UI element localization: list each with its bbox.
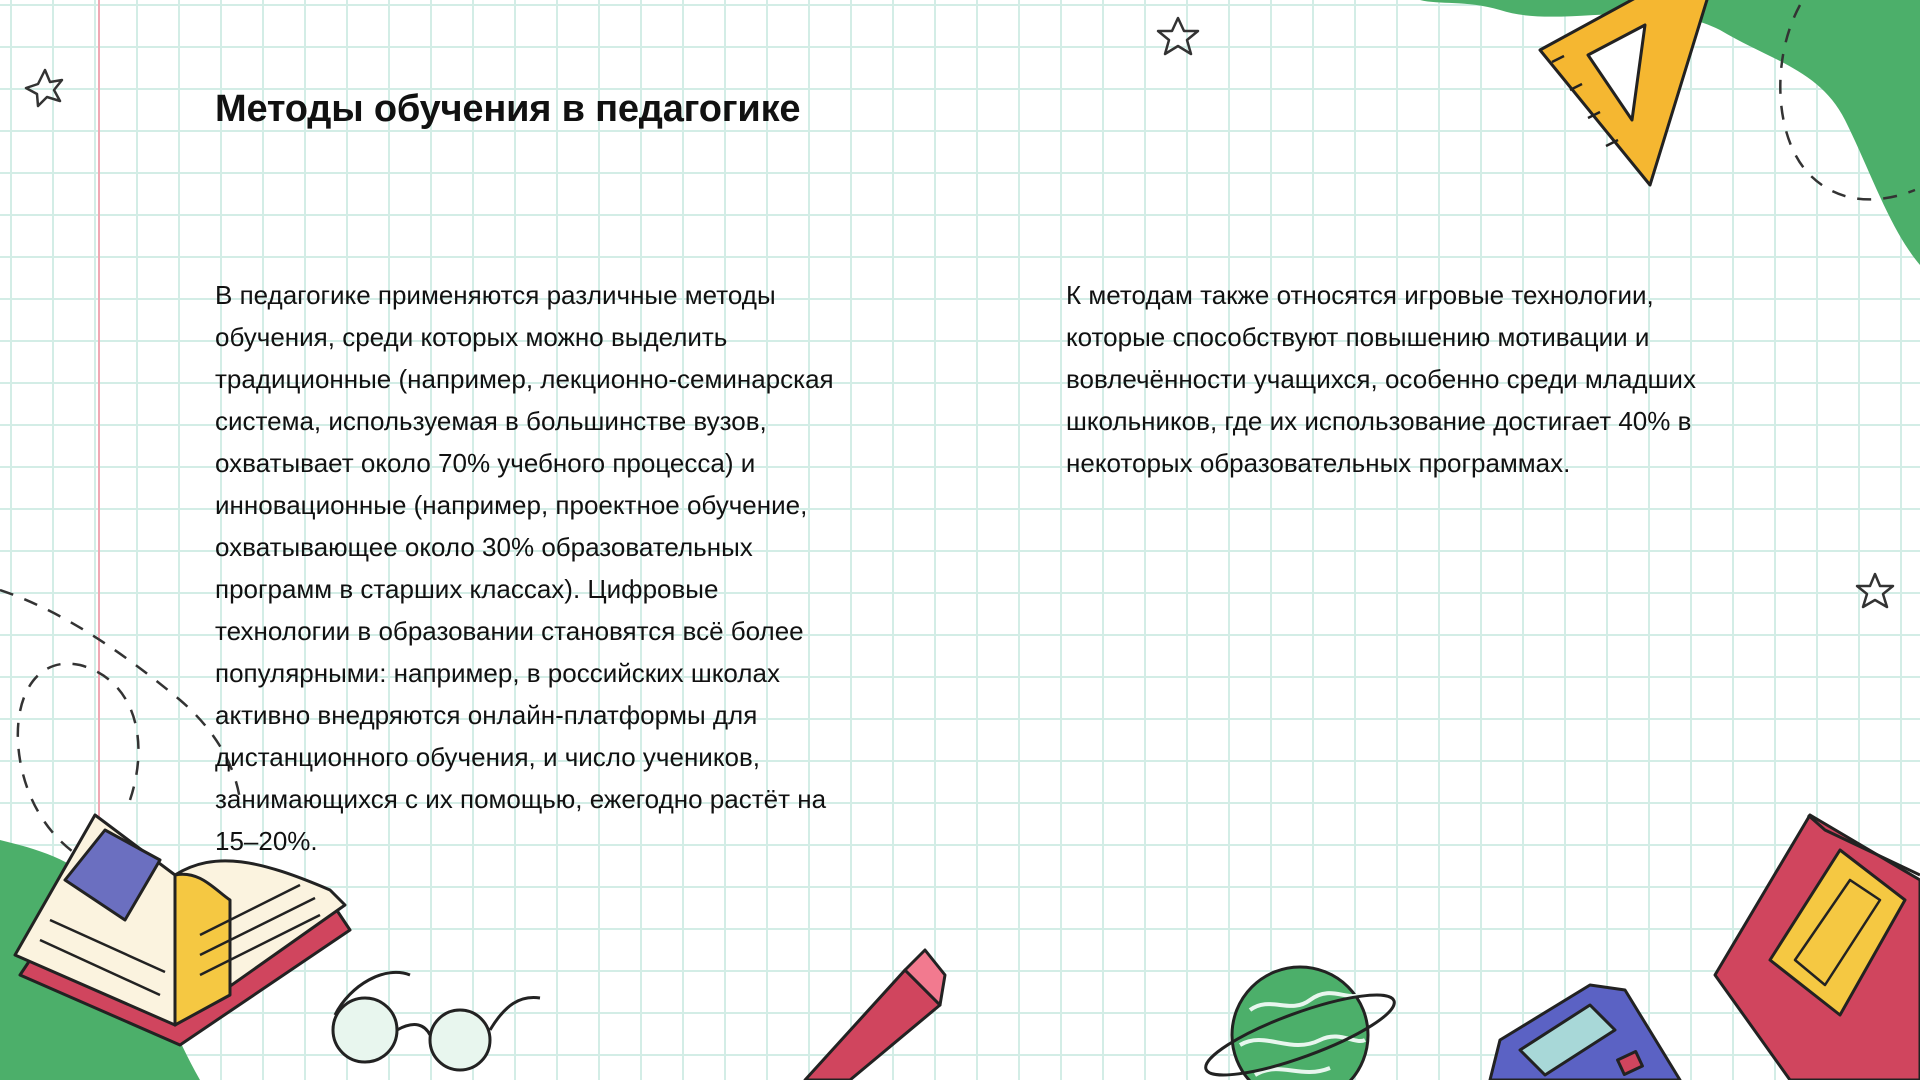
- right-paragraph: К методам также относятся игровые технологии, которые способствуют повышению мотивации и вовлечённости учащихся, особенно среди младших школьников, где их использование достигает 40% в некоторых образовательных программах.: [1066, 280, 1696, 478]
- green-blob-top-right: [1420, 0, 1920, 265]
- calculator-icon: [1490, 985, 1680, 1080]
- left-paragraph: В педагогике применяются различные методы обучения, среди которых можно выделить традиционные (например, лекционно-семинарская система, используемая в большинстве вузов, охватывает около 70% учебного процесса) и инновационные (например, проектное обучение, охватывающее около 30% образовательных программ в старших классах). Цифровые технологии в образовании становятся всё более популярными: например, в российских школах активно внедряются онлайн-платформы для дистанционного обучения, и число учеников, занимающихся с их помощью, ежегодно растёт на 15–20%.: [215, 280, 834, 856]
- green-blob-bottom-left: [0, 840, 200, 1080]
- glasses-icon: [333, 972, 540, 1070]
- globe-icon: [1199, 967, 1402, 1080]
- closed-book-icon: [1715, 815, 1920, 1080]
- ruler-triangle-icon: [1540, 0, 1710, 185]
- page-title: Методы обучения в педагогике: [215, 88, 801, 130]
- pencil-icon: [805, 950, 945, 1080]
- notebook-margin-line: [98, 0, 100, 1080]
